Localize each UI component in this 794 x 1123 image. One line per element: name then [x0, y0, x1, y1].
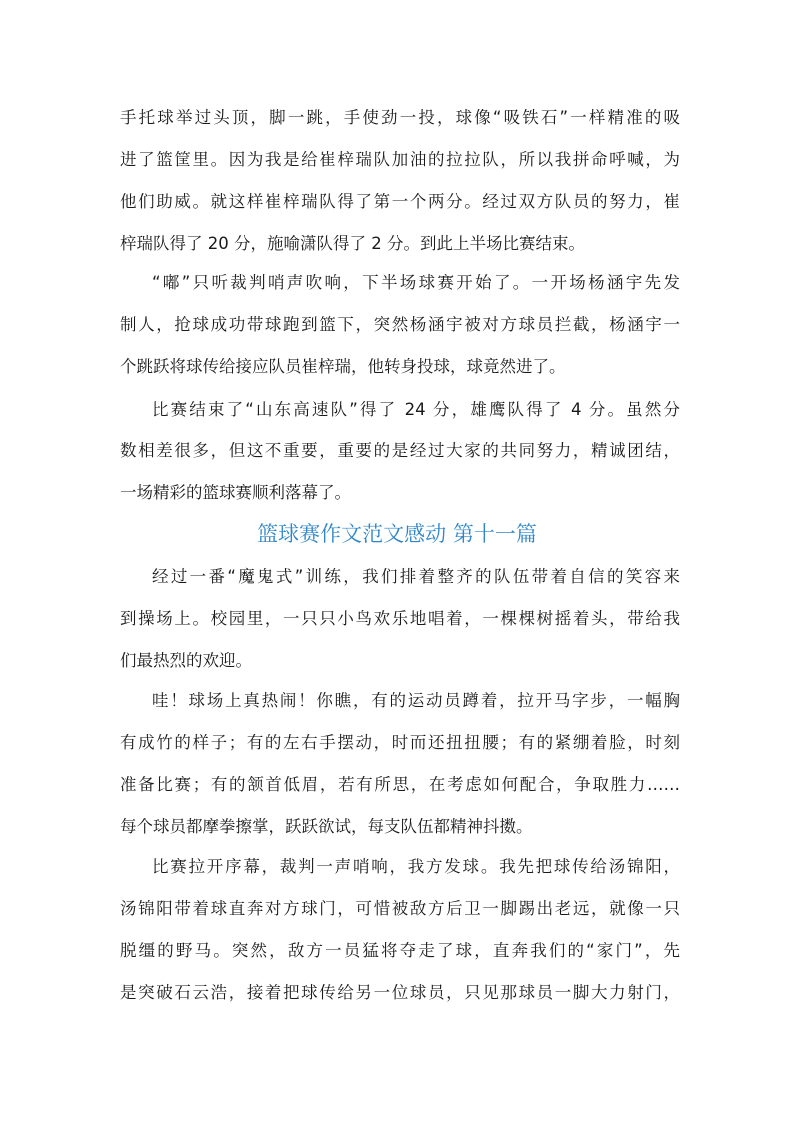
text-line: 他们助威。就这样崔梓瑞队得了第一个两分。经过双方队员的努力，崔 [120, 192, 680, 211]
text-line: 个跳跃将球传给接应队员崔梓瑞，他转身投球，球竟然进了。 [120, 357, 566, 376]
text-line: 脱缰的野马。突然，敌方一员猛将夺走了球，直奔我们的“家门”，先 [120, 941, 680, 960]
text-line: 们最热烈的欢迎。 [120, 651, 252, 670]
text-line: “嘟”只听裁判哨声吹响，下半场球赛开始了。一开场杨涵宇先发 [152, 273, 680, 292]
text-line: 每个球员都摩拳擦掌，跃跃欲试，每支队伍都精神抖擞。 [120, 817, 533, 836]
text-line: 制人，抢球成功带球跑到篮下，突然杨涵宇被对方球员拦截，杨涵宇一 [120, 315, 680, 334]
text-line: 手托球举过头顶，脚一跳，手使劲一投，球像“吸铁石”一样精准的吸 [120, 108, 680, 127]
text-line: 梓瑞队得了 20 分，施喻潇队得了 2 分。到此上半场比赛结束。 [120, 234, 585, 253]
text-line: 哇！球场上真热闹！你瞧，有的运动员蹲着，拉开马字步，一幅胸 [152, 691, 680, 710]
text-line: 进了篮筐里。因为我是给崔梓瑞队加油的拉拉队，所以我拼命呼喊，为 [120, 150, 680, 169]
text-line: 汤锦阳带着球直奔对方球门，可惜被敌方后卫一脚踢出老远，就像一只 [120, 899, 680, 918]
text-line: 数相差很多，但这不重要，重要的是经过大家的共同努力，精诚团结， [120, 441, 680, 460]
text-line: 有成竹的样子；有的左右手摆动，时而还扭扭腰；有的紧绷着脸，时刻 [120, 733, 680, 752]
text-line: 到操场上。校园里，一只只小鸟欢乐地唱着，一棵棵树摇着头，带给我 [120, 609, 680, 628]
text-line: 比赛拉开序幕，裁判一声哨响，我方发球。我先把球传给汤锦阳， [152, 857, 680, 876]
text-line: 是突破石云浩，接着把球传给另一位球员，只见那球员一脚大力射门， [120, 983, 680, 1002]
text-line: 准备比赛；有的颔首低眉，若有所思，在考虑如何配合，争取胜力…… [120, 775, 680, 794]
section-heading: 篮球赛作文范文感动 第十一篇 [257, 522, 537, 546]
text-line: 一场精彩的篮球赛顺利落幕了。 [120, 483, 351, 502]
text-line: 经过一番“魔鬼式”训练，我们排着整齐的队伍带着自信的笑容来 [152, 567, 680, 586]
text-line: 比赛结束了“山东高速队”得了 24 分，雄鹰队得了 4 分。虽然分 [152, 400, 680, 419]
